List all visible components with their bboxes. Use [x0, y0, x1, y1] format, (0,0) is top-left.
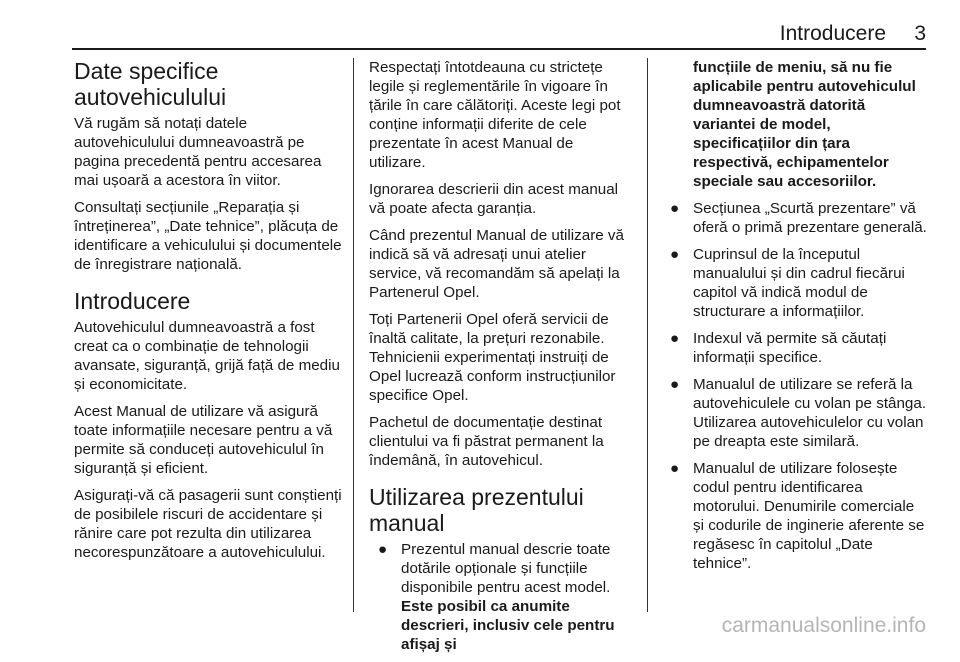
bullet-icon: ●	[670, 200, 680, 217]
list-item	[369, 540, 634, 654]
bullet-icon: ●	[670, 460, 680, 477]
bullet-list	[369, 540, 634, 654]
paragraph: Respectați întotdeauna cu strictețe legile și reglementările în vigoare în țările în care călătoriți. Aceste legi pot conține informații diferite de cele prezentate în acest Manual de utilizare.	[369, 59, 621, 171]
heading-using-manual: Utilizarea prezentului manual	[369, 484, 584, 536]
list-item-text: Indexul vă permite să căutați informații specifice.	[693, 330, 887, 366]
paragraph: Când prezentul Manual de utilizare vă indică să vă adresați unui atelier service, vă recomandăm să apelați la Partenerul Opel.	[369, 227, 624, 301]
page-header	[72, 22, 926, 48]
list-item-bold-text: Este posibil ca anumite descrieri, inclusiv cele pentru afișaj și	[401, 598, 615, 653]
page-number: 3	[914, 22, 926, 45]
column-2	[369, 58, 634, 662]
column-divider-2	[647, 58, 648, 612]
header-title: Introducere	[779, 22, 886, 45]
heading-introduction: Introducere	[74, 288, 191, 314]
paragraph: Pachetul de documentație destinat clientului va fi păstrat permanent la îndemână, în autovehicul.	[369, 414, 604, 469]
list-item-text: Prezentul manual descrie toate dotările opționale și funcțiile disponibile pentru acest model.	[401, 541, 611, 596]
header-rule	[72, 48, 926, 50]
list-item	[661, 245, 929, 321]
bullet-icon: ●	[378, 541, 388, 558]
list-item	[661, 329, 929, 367]
paragraph: Consultați secțiunile „Reparația și întreținerea”, „Date tehnice”, plăcuța de identificare a vehiculului și documentele de înregistrare națională.	[74, 199, 342, 273]
list-item	[661, 199, 929, 237]
paragraph: Vă rugăm să notați datele autovehiculului dumneavoastră pe pagina precedentă pentru accesarea mai ușoară a acestora în viitor.	[74, 115, 322, 189]
bullet-icon: ●	[670, 330, 680, 347]
bullet-icon: ●	[670, 246, 680, 263]
paragraph: Toți Partenerii Opel oferă servicii de înaltă calitate, la prețuri rezonabile. Tehnicienii experimentați instruiți de Opel lucrează conform instrucțiunilor specifice Opel.	[369, 311, 616, 404]
list-item	[661, 375, 929, 451]
list-item-bold-text: funcțiile de meniu, să nu fie aplicabile pentru autovehiculul dumneavoastră datorită variantei de model, specificațiilor din țara respectivă, echipamentelor speciale sau accesoriilor.	[693, 59, 916, 190]
heading-vehicle-data: Date specifice autovehiculului	[74, 58, 227, 110]
list-item	[661, 459, 929, 573]
bullet-list	[661, 58, 929, 573]
list-item-text: Secțiunea „Scurtă prezentare” vă oferă o primă prezentare generală.	[693, 200, 927, 236]
paragraph: Autovehiculul dumneavoastră a fost creat ca o combinație de tehnologii avansate, siguranță, grijă față de mediu și economicitate.	[74, 319, 340, 393]
paragraph: Acest Manual de utilizare vă asigură toate informațiile necesare pentru a vă permite să conduceți autovehiculul în siguranță și eficient.	[74, 403, 333, 477]
list-item-text: Manualul de utilizare se referă la autovehiculele cu volan pe stânga. Utilizarea autovehiculelor cu volan pe dreapta este similară.	[693, 376, 927, 450]
paragraph: Asigurați-vă că pasagerii sunt conștienți de posibilele riscuri de accidentare și rănire care pot rezulta din utilizarea necorespunzătoare a autovehiculului.	[74, 487, 342, 561]
list-item-text: Cuprinsul de la începutul manualului și din cadrul fiecărui capitol vă indică modul de structurare a informațiilor.	[693, 246, 905, 320]
watermark: carmanualsonline.info	[721, 614, 926, 637]
list-item-text: Manualul de utilizare folosește codul pentru identificarea motorului. Denumirile comerciale și codurile de inginerie aferente se regăsesc în capitolul „Date tehnice”.	[693, 460, 925, 572]
bullet-icon: ●	[670, 376, 680, 393]
column-3	[661, 58, 929, 581]
paragraph: Ignorarea descrierii din acest manual vă poate afecta garanția.	[369, 181, 619, 217]
column-divider-1	[353, 58, 354, 612]
column-1	[74, 58, 342, 570]
list-item-continued	[661, 58, 929, 191]
